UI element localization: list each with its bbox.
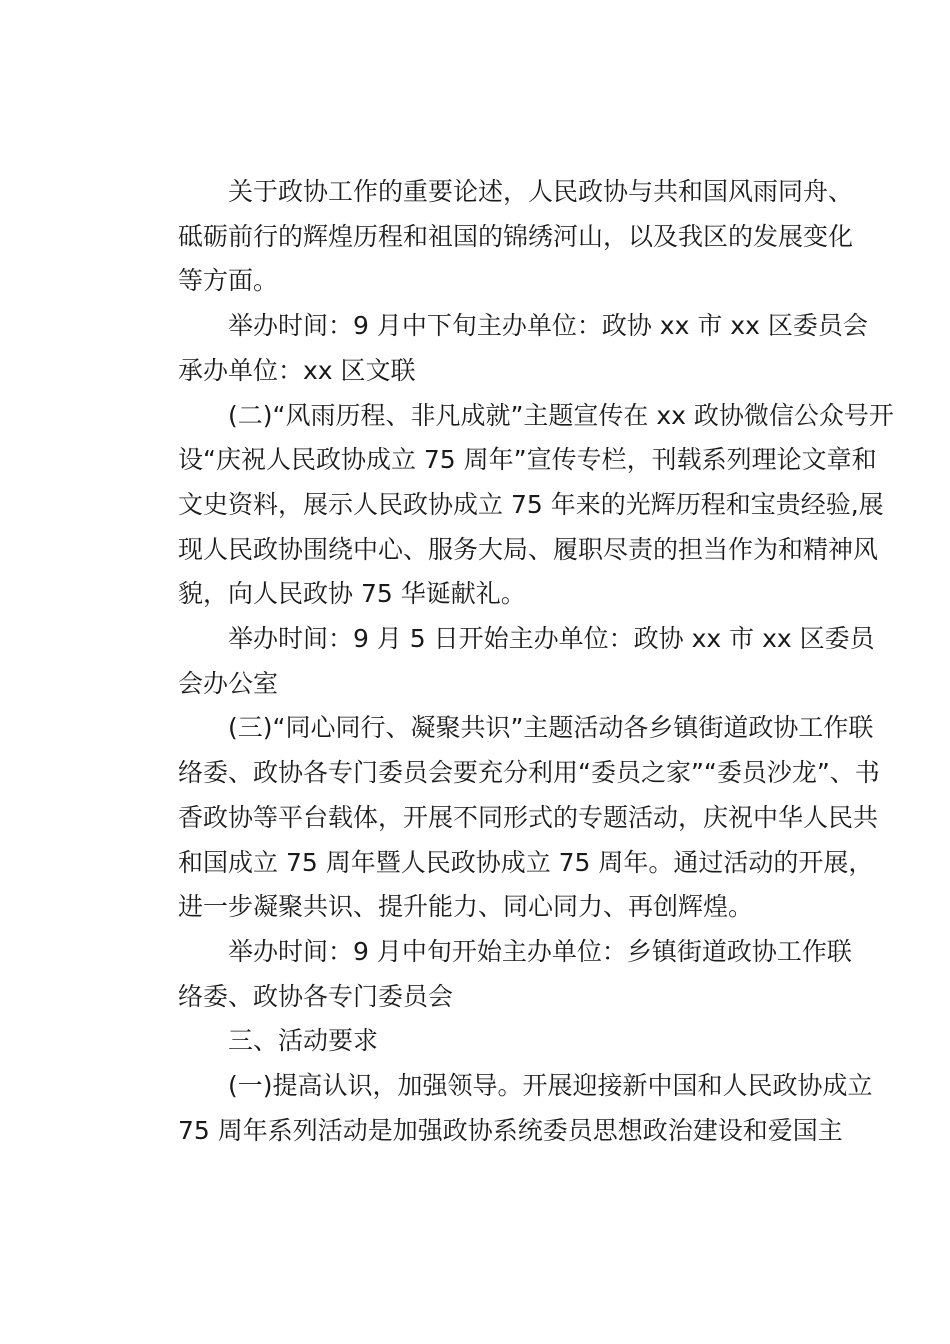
paragraph-requirement-1 — [128, 1064, 873, 1153]
paragraph-event-3-description — [128, 706, 880, 930]
text-line: (二)“风雨历程、非凡成就”主题宣传在 xx 政协微信公众号开 — [228, 400, 894, 430]
text-line: (三)“同心同行、凝聚共识”主题活动各乡镇街道政协工作联 — [228, 713, 874, 743]
text-line: 举办时间：9 月 5 日开始主办单位：政协 xx 市 xx 区委员 — [228, 624, 875, 654]
text-line: 络委、政协各专门委员会要充分利用“委员之家”“委员沙龙”、书 — [178, 758, 880, 788]
paragraph-event-3-schedule — [128, 930, 852, 1019]
text-line: 等方面。 — [178, 266, 279, 296]
text-line: 承办单位：xx 区文联 — [178, 355, 416, 385]
text-line: 设“庆祝人民政协成立 75 周年”宣传专栏，刊载系列理论文章和 — [178, 445, 877, 475]
text-line: 文史资料，展示人民政协成立 75 年来的光辉历程和宝贵经验,展 — [178, 489, 884, 519]
text-line: 举办时间：9 月中旬开始主办单位：乡镇街道政协工作联 — [228, 936, 852, 966]
paragraph-event-2-description — [128, 394, 894, 618]
text-line: (一)提高认识，加强领导。开展迎接新中国和人民政协成立 — [228, 1071, 873, 1101]
text-line: 络委、政协各专门委员会 — [178, 981, 454, 1011]
text-line: 砥砺前行的辉煌历程和祖国的锦绣河山，以及我区的发展变化 — [178, 221, 854, 251]
text-line: 举办时间：9 月中下旬主办单位：政协 xx 市 xx 区委员会 — [228, 311, 868, 341]
text-line: 进一步凝聚共识、提升能力、同心同力、再创辉煌。 — [178, 892, 754, 922]
text-line: 75 周年系列活动是加强政协系统委员思想政治建设和爱国主 — [178, 1115, 843, 1145]
text-line: 和国成立 75 周年暨人民政协成立 75 周年。通过活动的开展， — [178, 847, 874, 877]
text-line: 貌，向人民政协 75 华诞献礼。 — [178, 579, 526, 609]
text-line: 现人民政协围绕中心、服务大局、履职尽责的担当作为和精神风 — [178, 534, 879, 564]
text-line: 香政协等平台载体，开展不同形式的专题活动，庆祝中华人民共 — [178, 802, 879, 832]
document-body — [128, 170, 894, 1153]
paragraph-event-2-schedule — [128, 617, 875, 706]
text-line: 三、活动要求 — [228, 1026, 379, 1056]
section-heading-requirements — [128, 1019, 828, 1064]
paragraph-event-1-schedule — [128, 304, 868, 393]
paragraph-discussion-topics — [128, 170, 854, 304]
text-line: 关于政协工作的重要论述，人民政协与共和国风雨同舟、 — [228, 177, 854, 206]
text-line: 会办公室 — [178, 668, 279, 698]
